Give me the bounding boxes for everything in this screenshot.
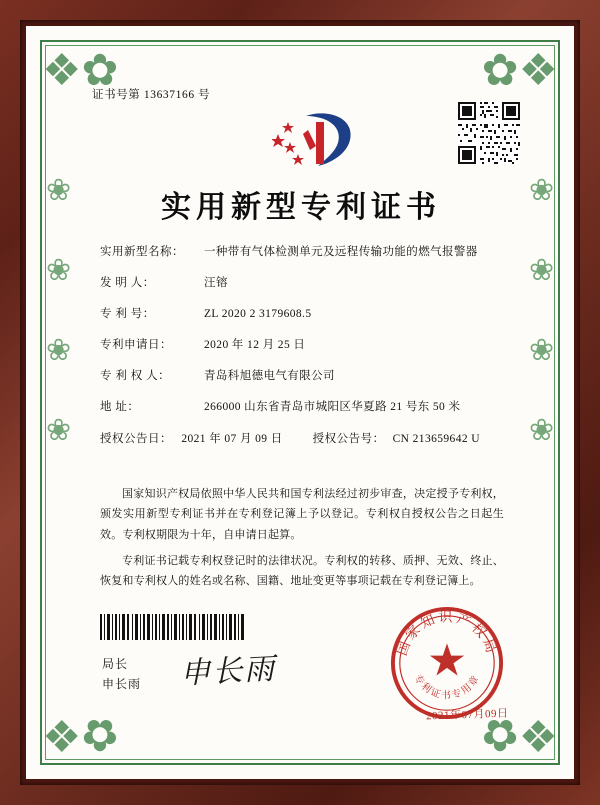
field-label-patent-number: 专 利 号： — [100, 308, 155, 321]
ornament-corner-bottom-left: ❖✿ — [42, 710, 119, 759]
field-label-patentee: 专 利 权 人： — [100, 370, 171, 383]
director-label: 局长 — [102, 657, 129, 671]
field-label-inventor: 发 明 人： — [100, 277, 155, 290]
certificate-body-text — [100, 484, 504, 598]
ornament-corner-top-left: ❖✿ — [42, 46, 119, 95]
ornament-vine-left-3: ❀ — [46, 334, 72, 367]
field-value-inventor: 汪镕 — [204, 277, 228, 290]
field-value-application-date: 2020 年 12 月 25 日 — [204, 339, 306, 352]
field-value-patent-number: ZL 2020 2 3179608.5 — [204, 308, 312, 321]
certificate-content — [86, 86, 516, 726]
director-signature: 申长雨 — [179, 652, 277, 691]
field-label-application-date: 专利申请日： — [100, 339, 172, 352]
svg-text:专利证书专用章: 专利证书专用章 — [411, 672, 483, 702]
field-row-address — [100, 399, 510, 415]
ornament-corner-top-right: ❖✿ — [481, 46, 558, 95]
field-value-patentee: 青岛科旭德电气有限公司 — [204, 370, 335, 383]
field-row-patent-number — [100, 306, 510, 322]
svg-text:国家知识产权局: 国家知识产权局 — [394, 609, 500, 658]
field-label-grant-date: 授权公告日： — [100, 432, 172, 445]
ornament-vine-right-1: ❀ — [528, 174, 554, 207]
ornament-vine-left-1: ❀ — [46, 174, 72, 207]
certificate-number: 证书号第 13637166 号 — [92, 89, 211, 101]
barcode-icon — [100, 614, 246, 640]
ornament-vine-right-2: ❀ — [528, 254, 554, 287]
field-label-announcement-number: 授权公告号： — [312, 432, 385, 445]
ornament-vine-right-3: ❀ — [528, 334, 554, 367]
certificate-fields — [100, 244, 510, 462]
ornament-vine-right-4: ❀ — [528, 414, 554, 447]
field-row-utility-model-name — [100, 244, 510, 260]
field-row-patentee — [100, 368, 510, 384]
field-row-grant-announcement — [100, 431, 510, 447]
field-row-inventor — [100, 275, 510, 291]
field-label-address: 地 址： — [100, 401, 140, 414]
paragraph-legal-status: 专利证书记载专利权登记时的法律状况。专利权的转移、质押、无效、终止、恢复和专利权人的姓名或名称、国籍、地址变更等事项记载在专利登记簿上。 — [100, 555, 504, 588]
paragraph-grant-statement: 国家知识产权局依照中华人民共和国专利法经过初步审查，决定授予专利权，颁发实用新型专利证书并在专利登记簿上予以登记。专利权自授权公告之日起生效。专利权期限为十年，自申请日起算。 — [100, 488, 504, 541]
ornament-corner-bottom-right: ❖✿ — [481, 710, 558, 759]
field-row-application-date — [100, 337, 510, 353]
ornament-vine-left-4: ❀ — [46, 414, 72, 447]
director-block — [102, 654, 141, 695]
field-value-announcement-number: CN 213659642 U — [392, 432, 480, 445]
certificate-paper — [26, 26, 574, 779]
qr-code-icon — [458, 102, 520, 164]
seal-date: 2021年07月09日 — [425, 707, 509, 723]
ornament-vine-left-2: ❀ — [46, 254, 72, 287]
director-name: 申长雨 — [102, 677, 142, 692]
field-value-utility-model-name: 一种带有气体检测单元及远程传输功能的燃气报警器 — [204, 246, 478, 258]
field-value-grant-date: 2021 年 07 月 09 日 — [181, 432, 283, 445]
cnipa-logo-icon — [272, 108, 358, 172]
page-title: 实用新型专利证书 — [161, 191, 441, 224]
field-value-address: 266000 山东省青岛市城阳区华夏路 21 号东 50 米 — [204, 401, 461, 414]
field-label-utility-model-name: 实用新型名称： — [100, 246, 184, 258]
